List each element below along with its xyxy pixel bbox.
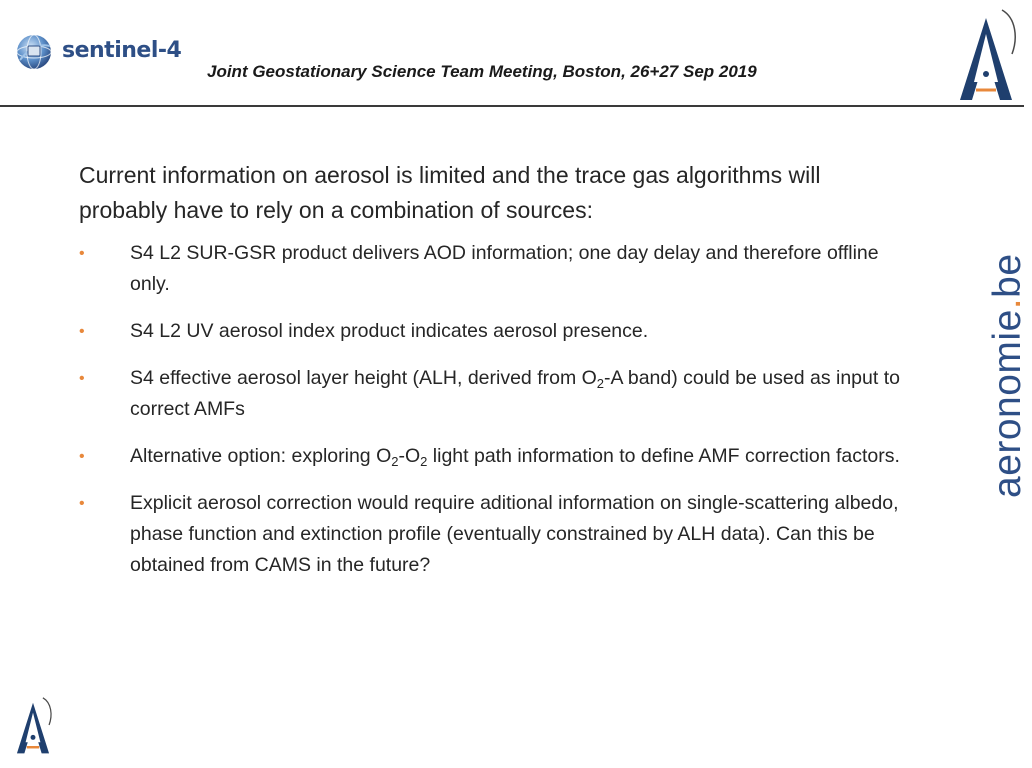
bullet-text <box>130 445 900 467</box>
bullet-text-part: S4 effective aerosol layer height (ALH, derived from O <box>130 367 597 389</box>
list-item <box>79 238 909 300</box>
subscript: 2 <box>420 454 428 469</box>
aeronomie-brand-text <box>986 253 1030 498</box>
header-divider <box>0 105 1024 107</box>
bullet-list <box>79 238 909 581</box>
bullet-icon: • <box>79 495 85 512</box>
bullet-icon: • <box>79 323 85 340</box>
bullet-icon: • <box>79 370 85 387</box>
list-item <box>79 441 909 472</box>
bullet-text-part: Alternative option: exploring O <box>130 445 392 467</box>
bullet-text-part: light path information to define AMF correction factors. <box>427 445 900 467</box>
globe-icon <box>14 32 54 72</box>
aeronomie-emblem-small-icon <box>12 694 54 756</box>
aeronomie-emblem-icon <box>952 4 1020 104</box>
intro-paragraph: Current information on aerosol is limited and the trace gas algorithms will probably have to rely on a combination of sources: <box>79 162 821 223</box>
list-item <box>79 316 909 347</box>
bullet-text: Explicit aerosol correction would require aditional information on single-scattering albedo, phase function and extinction profile (eventually constrained by ALH data). Can this be obtained from CAMS in the future? <box>130 492 899 576</box>
brand-tld: be <box>986 253 1029 298</box>
bullet-text-part: -O <box>398 445 421 467</box>
bullet-text-part: -A band) could be used as input to correct AMFs <box>130 367 900 420</box>
sentinel-4-wordmark: sentinel-4 <box>62 38 182 63</box>
bullet-text: S4 L2 SUR-GSR product delivers AOD information; one day delay and therefore offline only. <box>130 242 879 295</box>
brand-dot: . <box>986 297 1029 310</box>
subscript: 2 <box>596 376 605 391</box>
aeronomie-brand <box>986 240 1032 500</box>
bullet-text <box>130 367 900 420</box>
bullet-icon: • <box>79 245 85 262</box>
list-item <box>79 488 909 581</box>
slide-header <box>0 0 1024 107</box>
list-item <box>79 363 909 425</box>
brand-name: aeronomie <box>986 309 1029 498</box>
subscript: 2 <box>391 454 399 469</box>
bullet-text: S4 L2 UV aerosol index product indicates aerosol presence. <box>130 320 649 342</box>
sentinel-4-logo <box>14 30 194 74</box>
slide-content <box>79 158 909 597</box>
meeting-title: Joint Geostationary Science Team Meeting, Boston, 26+27 Sep 2019 <box>207 62 757 81</box>
bullet-icon: • <box>79 448 85 465</box>
